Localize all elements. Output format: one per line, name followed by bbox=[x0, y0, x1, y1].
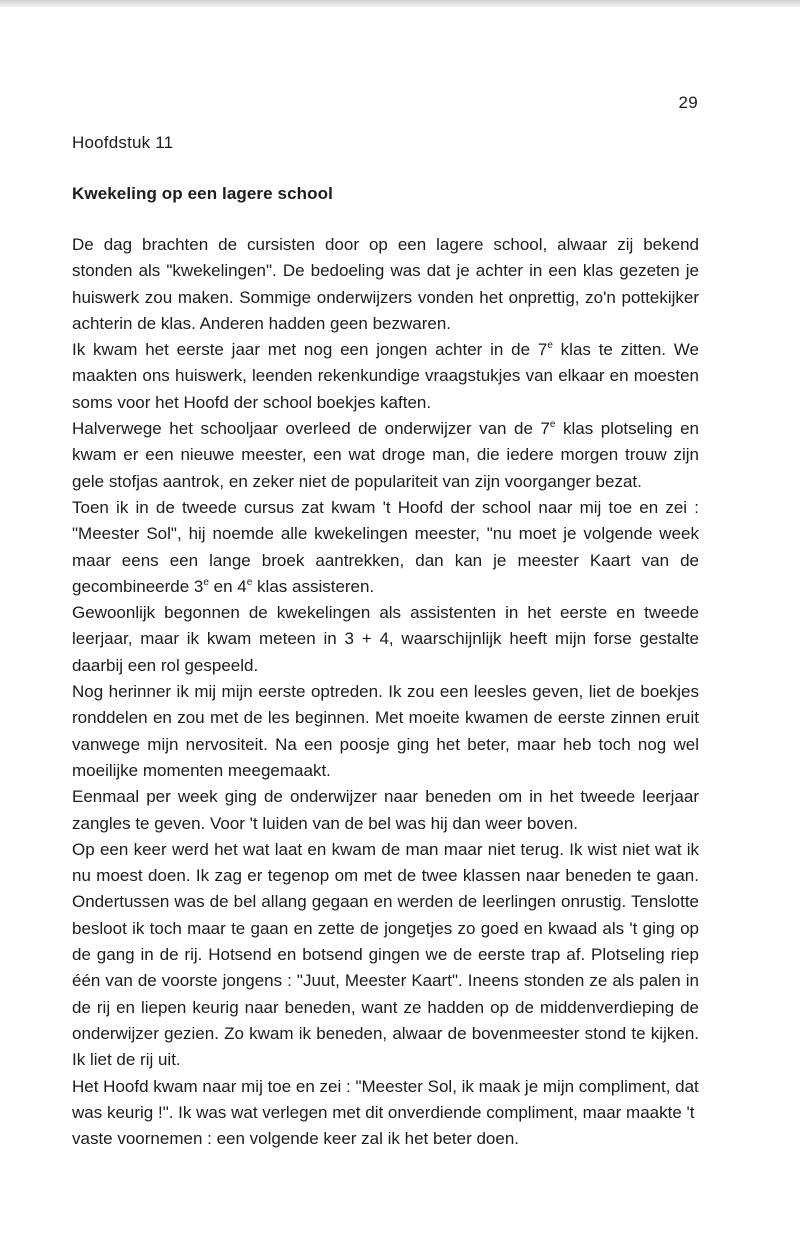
paragraph: Op een keer werd het wat laat en kwam de man maar niet terug. Ik wist niet wat ik nu moest doen. Ik zag er tegenop om met de twee klassen naar beneden te gaan. Ondertussen was de bel allang gegaan en werden de leerlingen onrustig. Tenslotte besloot ik toch maar te gaan en zette de jongetjes zo goed en kwaad als 't ging op de gang in de rij. Hotsend en botsend gingen we de eerste trap af. Plotseling riep één van de voorste jongens : "Juut, Meester Kaart". Ineens stonden ze als palen in de rij en liepen keurig naar beneden, want ze hadden op de middenverdieping de onderwijzer gezien. Zo kwam ik beneden, alwaar de bovenmeester stond te kijken. Ik liet de rij uit. bbox=[72, 839, 699, 1070]
paragraph: De dag brachten de cursisten door op een lagere school, alwaar zij bekend stonden als "kwekelingen". De bedoeling was dat je achter in een klas gezeten je huiswerk zou maken. Sommige onderwijzers vonden het onprettig, zo'n pottekijker achterin de klas. Anderen hadden geen bezwaren. bbox=[72, 235, 699, 333]
paragraph: Toen ik in de tweede cursus zat kwam 't Hoofd der school naar mij toe en zei : "Meester Sol", hij noemde alle kwekelingen meester, "nu moet je volgende week maar eens een lange broek aantrekken, dan kan je meester Kaart van de gecombineerde 3e en 4e klas assisteren. bbox=[72, 497, 699, 596]
body-text bbox=[72, 232, 699, 1152]
superscript: e bbox=[203, 576, 209, 588]
paragraph: Gewoonlijk begonnen de kwekelingen als assistenten in het eerste en tweede leerjaar, maar ik kwam meteen in 3 + 4, waarschijnlijk heeft mijn forse gestalte daarbij een rol gespeeld. bbox=[72, 603, 699, 675]
superscript: e bbox=[549, 419, 556, 431]
section-title: Kwekeling op een lagere school bbox=[72, 184, 333, 203]
paragraph: Eenmaal per week ging de onderwijzer naar beneden om in het tweede leerjaar zangles te geven. Voor 't luiden van de bel was hij dan weer boven. bbox=[72, 787, 699, 833]
paragraph: Halverwege het schooljaar overleed de onderwijzer van de 7e klas plotseling en kwam er een nieuwe meester, een wat droge man, die iedere morgen trouw zijn gele stofjas aantrok, en zeker niet de populariteit van zijn voorganger bezat. bbox=[72, 419, 699, 491]
paragraph: Nog herinner ik mij mijn eerste optreden. Ik zou een leesles geven, liet de boekjes ronddelen en zou met de les beginnen. Met moeite kwamen de eerste zinnen eruit vanwege mijn nervositeit. Na een poosje ging het beter, maar heb toch nog wel moeilijke momenten meegemaakt. bbox=[72, 682, 699, 780]
paragraph: Het Hoofd kwam naar mij toe en zei : "Meester Sol, ik maak je mijn compliment, dat was keurig !". Ik was wat verlegen met dit onverdiende compliment, maar maakte 't vaste voornemen : een volgende keer zal ik het beter doen. bbox=[72, 1076, 699, 1149]
superscript: e bbox=[246, 576, 253, 588]
superscript: e bbox=[547, 340, 553, 352]
chapter-heading: Hoofdstuk 11 bbox=[72, 133, 174, 152]
paragraph: Ik kwam het eerste jaar met nog een jongen achter in de 7e klas te zitten. We maakten ons huiswerk, leenden rekenkundige vraagstukjes van elkaar en moesten soms voor het Hoofd der school boekjes kaften. bbox=[72, 340, 699, 412]
page-top-edge bbox=[0, 0, 800, 7]
page-number: 29 bbox=[678, 93, 698, 112]
